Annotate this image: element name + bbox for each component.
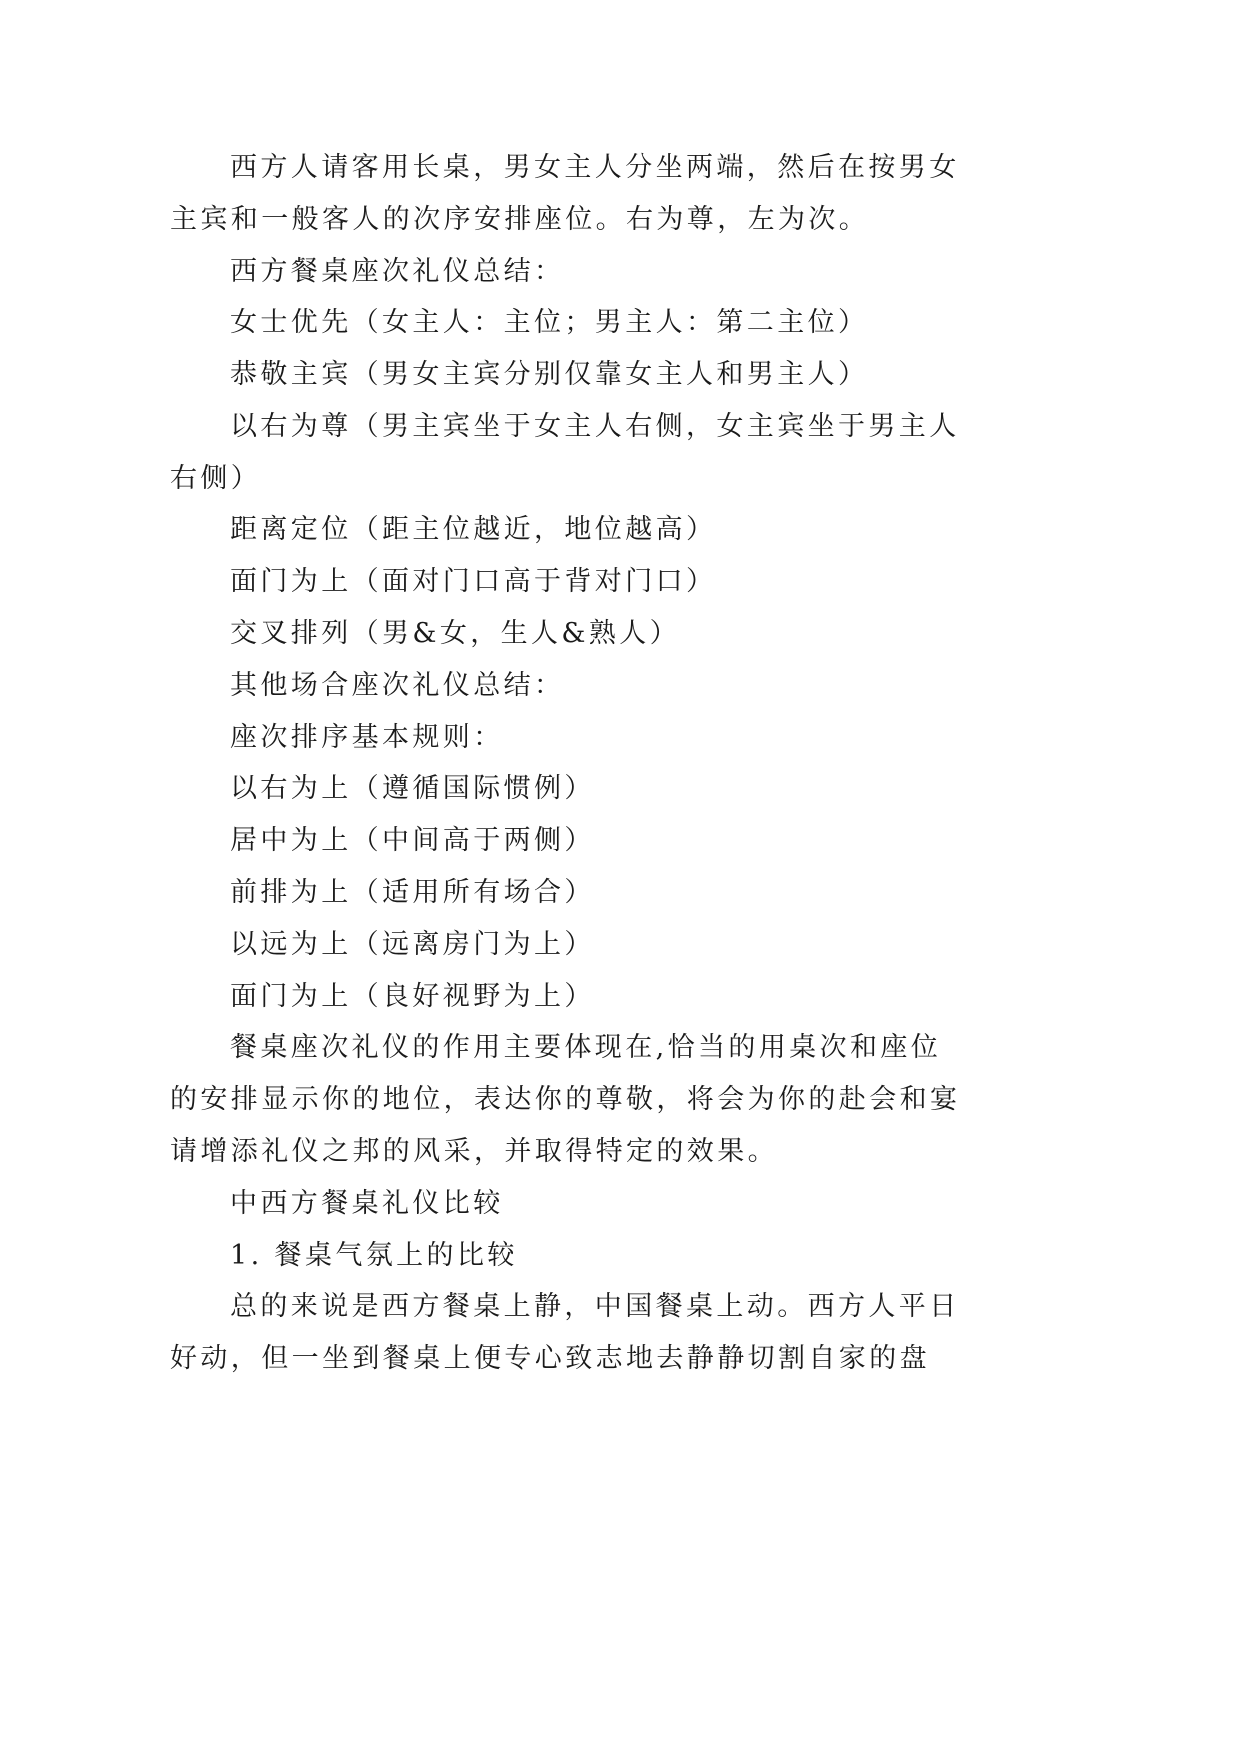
paragraph-line: 交叉排列（男&女，生人&熟人） — [230, 618, 681, 649]
paragraph-line: 前排为上（适用所有场合） — [230, 877, 595, 908]
paragraph-line: 以右为上（遵循国际惯例） — [230, 773, 595, 804]
paragraph-line: 以右为尊（男主宾坐于女主人右侧，女主宾坐于男主人 — [230, 411, 960, 442]
paragraph-line: 西方人请客用长桌，男女主人分坐两端，然后在按男女 — [230, 152, 960, 183]
paragraph-line: 总的来说是西方餐桌上静，中国餐桌上动。西方人平日 — [230, 1291, 960, 1322]
paragraph-line: 面门为上（良好视野为上） — [230, 981, 595, 1012]
paragraph-line: 好动，但一坐到餐桌上便专心致志地去静静切割自家的盘 — [170, 1343, 930, 1374]
paragraph-line: 恭敬主宾（男女主宾分别仅靠女主人和男主人） — [230, 359, 869, 390]
paragraph-line: 主宾和一般客人的次序安排座位。右为尊，左为次。 — [170, 204, 870, 235]
paragraph-line: 其他场合座次礼仪总结： — [230, 670, 565, 701]
numbered-heading: 1. 餐桌气氛上的比较 — [230, 1240, 518, 1271]
paragraph-line: 西方餐桌座次礼仪总结： — [230, 256, 565, 287]
paragraph-line: 以远为上（远离房门为上） — [230, 929, 595, 960]
paragraph-line: 的安排显示你的地位，表达你的尊敬，将会为你的赴会和宴 — [170, 1084, 961, 1115]
paragraph-line: 右侧） — [170, 463, 262, 494]
paragraph-line: 餐桌座次礼仪的作用主要体现在,恰当的用桌次和座位 — [230, 1032, 942, 1063]
paragraph-line: 座次排序基本规则： — [230, 722, 504, 753]
section-heading: 中西方餐桌礼仪比较 — [230, 1188, 504, 1219]
paragraph-line: 距离定位（距主位越近，地位越高） — [230, 514, 717, 545]
paragraph-line: 面门为上（面对门口高于背对门口） — [230, 566, 717, 597]
paragraph-line: 女士优先（女主人：主位；男主人：第二主位） — [230, 307, 869, 338]
paragraph-line: 请增添礼仪之邦的风采，并取得特定的效果。 — [170, 1136, 778, 1167]
paragraph-line: 居中为上（中间高于两侧） — [230, 825, 595, 856]
